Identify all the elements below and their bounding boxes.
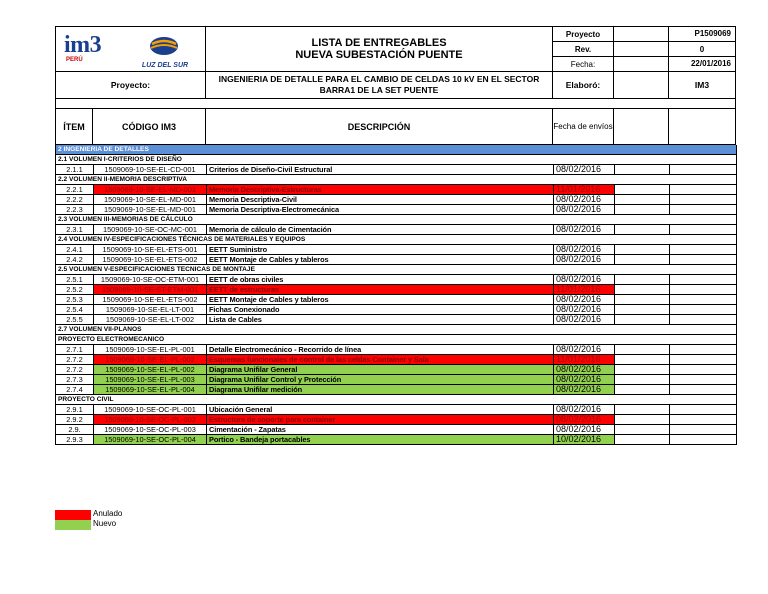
code-cell: 1509069-10-SE-EL-LT-002 bbox=[94, 315, 207, 325]
extra-cell-1 bbox=[615, 405, 670, 415]
extra-cell-2 bbox=[670, 435, 737, 445]
table-row bbox=[56, 295, 737, 305]
extra-cell-2 bbox=[670, 365, 737, 375]
item-number-cell: 2.9.3 bbox=[56, 435, 94, 445]
item-number-cell: 2.5.4 bbox=[56, 305, 94, 315]
description-cell: Diagrama Unifilar General bbox=[207, 365, 554, 375]
section-header-row bbox=[56, 155, 737, 165]
section-title: 2.4 VOLUMEN IV-ESPECIFICACIONES TÉCNICAS DE MATERIALES Y EQUIPOS bbox=[56, 235, 737, 245]
description-cell: Cimentación - Zapatas bbox=[207, 425, 554, 435]
send-date-cell: 08/02/2016 bbox=[554, 225, 615, 235]
item-number-cell: 2.5.2 bbox=[56, 285, 94, 295]
description-cell: EETT Montaje de Cables y tableros bbox=[207, 255, 554, 265]
code-cell: 1509069-10-SE-EL-PL-003 bbox=[94, 375, 207, 385]
description-cell: Memoria de cálculo de Cimentación bbox=[207, 225, 554, 235]
code-cell: 1509069-10-SE-EL-LT-001 bbox=[94, 305, 207, 315]
code-cell: 1509069-10-SE-EL-PL-004 bbox=[94, 385, 207, 395]
description-cell: Lista de Cables bbox=[207, 315, 554, 325]
code-cell: 1509069-10-SE-EL-PL-002 bbox=[94, 355, 207, 365]
section-title: 2.1 VOLUMEN I-CRITERIOS DE DISEÑO bbox=[56, 155, 737, 165]
section-header-row bbox=[56, 145, 737, 155]
code-cell: 1509069-10-SE-EL-MD-001 bbox=[94, 195, 207, 205]
proyecto-value: P1509069 bbox=[668, 26, 736, 42]
code-cell: 1509069-10-SE-OC-ETM-001 bbox=[94, 275, 207, 285]
table-row bbox=[56, 415, 737, 425]
send-date-cell: 08/02/2016 bbox=[554, 165, 615, 175]
send-date-cell: 08/02/2016 bbox=[554, 275, 615, 285]
send-date-cell: 08/02/2016 bbox=[554, 245, 615, 255]
luz-del-sur-logo bbox=[128, 35, 202, 67]
section-title: 2.2 VOLUMEN II-MEMORIA DESCRIPTIVA bbox=[56, 175, 737, 185]
item-number-cell: 2.9.1 bbox=[56, 405, 94, 415]
extra-cell-1 bbox=[615, 375, 670, 385]
extra-cell-1 bbox=[615, 425, 670, 435]
table-row bbox=[56, 165, 737, 175]
description-cell: EETT Montaje de Cables y tableros bbox=[207, 295, 554, 305]
send-date-cell: 08/02/2016 bbox=[554, 205, 615, 215]
rev-label: Rev. bbox=[552, 41, 614, 57]
extra-cell-1 bbox=[615, 355, 670, 365]
extra-cell-2 bbox=[670, 315, 737, 325]
column-header-item: ÍTEM bbox=[55, 108, 93, 145]
section-header-row bbox=[56, 175, 737, 185]
section-header-row bbox=[56, 215, 737, 225]
description-cell: Estructura de soporte para container bbox=[207, 415, 554, 425]
legend-anulado-swatch bbox=[55, 510, 91, 520]
extra-cell-2 bbox=[670, 385, 737, 395]
column-header-code: CÓDIGO IM3 bbox=[92, 108, 206, 145]
extra-cell-2 bbox=[670, 415, 737, 425]
description-cell: Criterios de Diseño-Civil Estructural bbox=[207, 165, 554, 175]
extra-cell-1 bbox=[615, 245, 670, 255]
item-number-cell: 2.5.1 bbox=[56, 275, 94, 285]
item-number-cell: 2.7.2 bbox=[56, 365, 94, 375]
title-line-2: NUEVA SUBESTACIÓN PUENTE bbox=[295, 49, 463, 61]
extra-cell-2 bbox=[670, 345, 737, 355]
rev-spacer bbox=[613, 41, 669, 57]
table-row bbox=[56, 225, 737, 235]
send-date-cell: 08/02/2016 bbox=[554, 295, 615, 305]
fecha-label: Fecha: bbox=[552, 56, 614, 72]
extra-cell-1 bbox=[615, 185, 670, 195]
im3-logo bbox=[64, 33, 120, 69]
code-cell: 1509069-10-SE-EL-PL-001 bbox=[94, 345, 207, 355]
code-cell: 1509069-10-SE-EL-ETS-001 bbox=[94, 245, 207, 255]
description-cell: Ubicación General bbox=[207, 405, 554, 415]
description-cell: EETT de estructuras bbox=[207, 285, 554, 295]
table-row bbox=[56, 245, 737, 255]
item-number-cell: 2.2.3 bbox=[56, 205, 94, 215]
code-cell: 1509069-10-SE-EL-MD-001 bbox=[94, 185, 207, 195]
send-date-cell: 08/02/2016 bbox=[554, 375, 615, 385]
extra-cell-1 bbox=[615, 255, 670, 265]
luz-del-sur-logo-mark bbox=[128, 35, 202, 57]
section-header-row bbox=[56, 235, 737, 245]
description-cell: Diagrama Unifilar medición bbox=[207, 385, 554, 395]
extra-cell-1 bbox=[615, 315, 670, 325]
section-header-row bbox=[56, 265, 737, 275]
extra-cell-2 bbox=[670, 195, 737, 205]
code-cell: 1509069-10-SE-ST-ETM-001 bbox=[94, 285, 207, 295]
item-number-cell: 2.9.2 bbox=[56, 415, 94, 425]
send-date-cell: 11/01/2016 bbox=[554, 355, 615, 365]
section-title: 2 INGENIERIA DE DETALLES bbox=[56, 145, 737, 155]
section-header-row bbox=[56, 335, 737, 345]
item-number-cell: 2.4.2 bbox=[56, 255, 94, 265]
elaboro-value: IM3 bbox=[668, 71, 736, 99]
description-cell: Memoria Descriptiva-Civil bbox=[207, 195, 554, 205]
table-row bbox=[56, 365, 737, 375]
table-row bbox=[56, 435, 737, 445]
extra-cell-1 bbox=[615, 225, 670, 235]
send-date-cell: 08/02/2016 bbox=[554, 315, 615, 325]
proyecto-label: Proyecto bbox=[552, 26, 614, 42]
send-date-cell: 08/02/2016 bbox=[554, 415, 615, 425]
description-cell: Fichas Conexionado bbox=[207, 305, 554, 315]
extra-cell-1 bbox=[615, 305, 670, 315]
deliverables-table-body bbox=[56, 145, 737, 445]
extra-cell-1 bbox=[615, 365, 670, 375]
item-number-cell: 2.9. bbox=[56, 425, 94, 435]
legend-nuevo-swatch bbox=[55, 520, 91, 530]
elaboro-label: Elaboró: bbox=[552, 71, 614, 99]
send-date-cell: 08/02/2016 bbox=[554, 425, 615, 435]
extra-cell-1 bbox=[615, 295, 670, 305]
column-header-extra-1 bbox=[613, 108, 669, 145]
rev-value: 0 bbox=[668, 41, 736, 57]
table-row bbox=[56, 315, 737, 325]
extra-cell-1 bbox=[615, 385, 670, 395]
code-cell: 1509069-10-SE-OC-MC-001 bbox=[94, 225, 207, 235]
extra-cell-2 bbox=[670, 275, 737, 285]
extra-cell-2 bbox=[670, 185, 737, 195]
send-date-cell: 11/01/2016 bbox=[554, 285, 615, 295]
title-line-1: LISTA DE ENTREGABLES bbox=[311, 37, 447, 49]
item-number-cell: 2.5.3 bbox=[56, 295, 94, 305]
extra-cell-2 bbox=[670, 225, 737, 235]
document-title bbox=[205, 26, 553, 72]
extra-cell-2 bbox=[670, 305, 737, 315]
send-date-cell: 11/01/2016 bbox=[554, 185, 615, 195]
send-date-cell: 08/02/2016 bbox=[554, 305, 615, 315]
table-row bbox=[56, 425, 737, 435]
extra-cell-2 bbox=[670, 295, 737, 305]
extra-cell-2 bbox=[670, 165, 737, 175]
code-cell: 1509069-10-SE-EL-MD-001 bbox=[94, 205, 207, 215]
logo-cell bbox=[55, 26, 206, 72]
extra-cell-1 bbox=[615, 435, 670, 445]
description-cell: Detalle Electromecánico - Recorrido de línea bbox=[207, 345, 554, 355]
proyecto2-value: INGENIERIA DE DETALLE PARA EL CAMBIO DE CELDAS 10 kV EN EL SECTOR BARRA1 DE LA SET PUENTE bbox=[205, 71, 553, 99]
code-cell: 1509069-10-SE-EL-CD-001 bbox=[94, 165, 207, 175]
item-number-cell: 2.7.1 bbox=[56, 345, 94, 355]
code-cell: 1509069-10-SE-EL-ETS-002 bbox=[94, 255, 207, 265]
item-number-cell: 2.5.5 bbox=[56, 315, 94, 325]
section-header-row bbox=[56, 395, 737, 405]
section-title: PROYECTO CIVIL bbox=[56, 395, 737, 405]
table-row bbox=[56, 355, 737, 365]
extra-cell-2 bbox=[670, 255, 737, 265]
section-title: 2.5 VOLUMEN V-ESPECIFICACIONES TECNICAS DE MONTAJE bbox=[56, 265, 737, 275]
description-cell: Memoria Descriptiva-Electromecánica bbox=[207, 205, 554, 215]
section-title: PROYECTO ELECTROMECANICO bbox=[56, 335, 737, 345]
column-header-description: DESCRIPCIÓN bbox=[205, 108, 553, 145]
column-header-fecha: Fecha de envíos bbox=[552, 108, 614, 145]
code-cell: 1509069-10-SE-OC-PL-001 bbox=[94, 405, 207, 415]
extra-cell-1 bbox=[615, 205, 670, 215]
item-number-cell: 2.2.2 bbox=[56, 195, 94, 205]
extra-cell-1 bbox=[615, 415, 670, 425]
luz-del-sur-logo-text: LUZ DEL SUR bbox=[141, 62, 189, 69]
code-cell: 1509069-10-SE-OC-PL-003 bbox=[94, 425, 207, 435]
send-date-cell: 08/02/2016 bbox=[554, 255, 615, 265]
send-date-cell: 08/02/2016 bbox=[554, 195, 615, 205]
elaboro-spacer bbox=[613, 71, 669, 99]
send-date-cell: 10/02/2016 bbox=[554, 435, 615, 445]
proyecto-spacer bbox=[613, 26, 669, 42]
extra-cell-2 bbox=[670, 425, 737, 435]
extra-cell-1 bbox=[615, 165, 670, 175]
deliverables-table bbox=[55, 145, 737, 445]
table-row bbox=[56, 375, 737, 385]
section-title: 2.7 VOLUMEN VII-PLANOS bbox=[56, 325, 737, 335]
section-title: 2.3 VOLUMEN III-MEMORIAS DE CÁLCULO bbox=[56, 215, 737, 225]
code-cell: 1509069-10-SE-OC-PL-004 bbox=[94, 435, 207, 445]
item-number-cell: 2.7.3 bbox=[56, 375, 94, 385]
extra-cell-1 bbox=[615, 275, 670, 285]
section-header-row bbox=[56, 325, 737, 335]
table-row bbox=[56, 275, 737, 285]
legend-anulado-label: Anulado bbox=[93, 509, 123, 518]
item-number-cell: 2.2.1 bbox=[56, 185, 94, 195]
description-cell: Portico - Bandeja portacables bbox=[207, 435, 554, 445]
extra-cell-2 bbox=[670, 405, 737, 415]
description-cell: EETT Suministro bbox=[207, 245, 554, 255]
extra-cell-2 bbox=[670, 245, 737, 255]
legend-nuevo-label: Nuevo bbox=[93, 519, 117, 528]
extra-cell-2 bbox=[670, 375, 737, 385]
send-date-cell: 08/02/2016 bbox=[554, 345, 615, 355]
im3-logo-country: PERÚ bbox=[66, 57, 83, 63]
code-cell: 1509069-10-SE-OC-PL-002 bbox=[94, 415, 207, 425]
column-header-extra-2 bbox=[668, 108, 736, 145]
description-cell: Diagrama Unifilar Control y Protección bbox=[207, 375, 554, 385]
item-number-cell: 2.1.1 bbox=[56, 165, 94, 175]
description-cell: EETT de obras civiles bbox=[207, 275, 554, 285]
send-date-cell: 08/02/2016 bbox=[554, 365, 615, 375]
table-row bbox=[56, 255, 737, 265]
table-row bbox=[56, 345, 737, 355]
extra-cell-1 bbox=[615, 285, 670, 295]
table-row bbox=[56, 385, 737, 395]
send-date-cell: 08/02/2016 bbox=[554, 385, 615, 395]
extra-cell-2 bbox=[670, 205, 737, 215]
table-row bbox=[56, 285, 737, 295]
table-row bbox=[56, 405, 737, 415]
proyecto2-label: Proyecto: bbox=[55, 71, 206, 99]
code-cell: 1509069-10-SE-EL-PL-002 bbox=[94, 365, 207, 375]
item-number-cell: 2.3.1 bbox=[56, 225, 94, 235]
table-row bbox=[56, 205, 737, 215]
fecha-value: 22/01/2016 bbox=[668, 56, 736, 72]
fecha-spacer bbox=[613, 56, 669, 72]
item-number-cell: 2.7.4 bbox=[56, 385, 94, 395]
description-cell: Esquemas funcionales de control de las celdas Container y Sala bbox=[207, 355, 554, 365]
item-number-cell: 2.7.2 bbox=[56, 355, 94, 365]
extra-cell-2 bbox=[670, 285, 737, 295]
table-row bbox=[56, 185, 737, 195]
send-date-cell: 08/02/2016 bbox=[554, 405, 615, 415]
description-cell: Memoria Descriptiva-Estructuras bbox=[207, 185, 554, 195]
table-row bbox=[56, 195, 737, 205]
item-number-cell: 2.4.1 bbox=[56, 245, 94, 255]
code-cell: 1509069-10-SE-EL-ETS-002 bbox=[94, 295, 207, 305]
im3-logo-text: im3 bbox=[64, 32, 102, 58]
extra-cell-1 bbox=[615, 195, 670, 205]
extra-cell-1 bbox=[615, 345, 670, 355]
extra-cell-2 bbox=[670, 355, 737, 365]
table-row bbox=[56, 305, 737, 315]
